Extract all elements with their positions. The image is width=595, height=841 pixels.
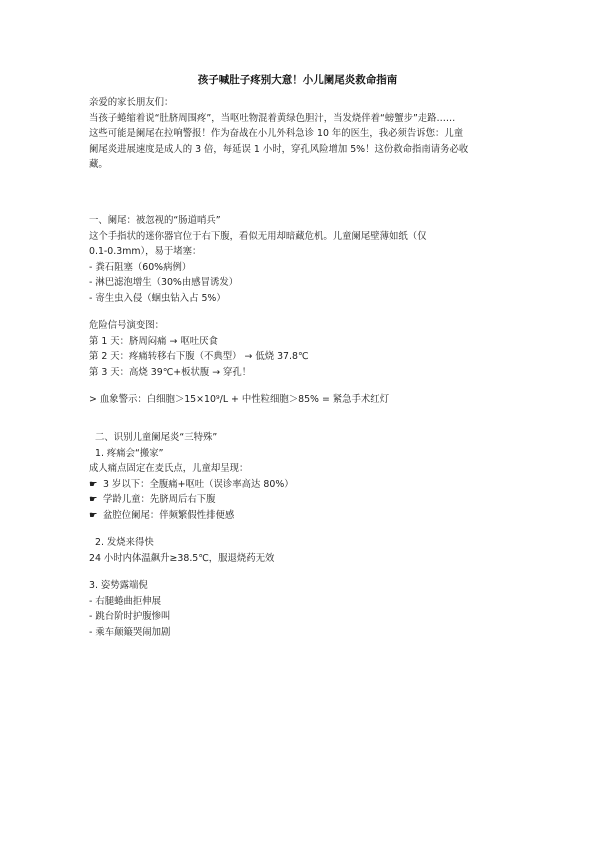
blood-warning: > 血象警示：白细胞＞15×10⁹/L + 中性粒细胞＞85% = 紧急手术红灯 (89, 394, 390, 405)
subsection-desc: 24 小时内体温飙升≥38.5℃，服退烧药无效 (89, 552, 275, 564)
intro-line: 当孩子蜷缩着说“肚脐周围疼”，当呕吐物混着黄绿色胆汁，当发烧伴着“螃蟹步”走路…… (89, 112, 456, 124)
section-heading: 二、识别儿童阑尾炎“三特殊” (95, 432, 218, 443)
stage-item: 第 1 天：脐周闷痛 → 呕吐厌食 (89, 335, 218, 347)
subsection-title: 2. 发烧来得快 (95, 537, 154, 548)
subsection-title: 1. 疼痛会“搬家” (95, 447, 164, 459)
stage-item: 第 3 天：高烧 39℃+板状腹 → 穿孔！ (89, 366, 252, 378)
list-item: - 跳台阶时护腹惨叫 (89, 611, 171, 622)
pointing-hand-icon: ☛ (89, 509, 98, 521)
list-item-text: 盆腔位阑尾：伴频繁假性排便感 (103, 509, 235, 521)
intro-line: 阑尾炎进展速度是成人的 3 倍，每延误 1 小时，穿孔风险增加 5%！这份救命指南请务必收 (89, 143, 469, 155)
section-desc-line: 这个手指状的迷你器官位于右下腹，看似无用却暗藏危机。儿童阑尾壁薄如纸（仅 (89, 230, 427, 242)
list-item (89, 477, 519, 493)
danger-signal-title: 危险信号演变图： (89, 320, 165, 331)
cause-item: - 寄生虫入侵（蛔虫钻入占 5%） (89, 292, 226, 304)
intro-paragraph (89, 95, 519, 173)
section-desc-line: 0.1-0.3mm），易于堵塞： (89, 246, 202, 257)
pointing-hand-icon: ☛ (89, 494, 98, 505)
pointing-hand-icon: ☛ (89, 478, 98, 490)
section-heading: 一、阑尾：被忽视的“肠道哨兵” (89, 215, 221, 226)
list-item-text: 3 岁以下：全腹痛+呕吐（误诊率高达 80%） (103, 478, 294, 490)
section-1 (89, 213, 519, 408)
intro-line: 藏。 (89, 159, 108, 170)
subsection-title: 3. 姿势露端倪 (89, 580, 148, 591)
stage-item: 第 2 天：疼痛转移右下腹（不典型） → 低烧 37.8℃ (89, 351, 309, 362)
greeting: 亲爱的家长朋友们： (89, 97, 174, 108)
list-item: - 乘车颠簸哭闹加剧 (89, 626, 171, 638)
cause-item: - 淋巴滤泡增生（30%由感冒诱发） (89, 277, 239, 288)
document-title: 孩子喊肚子疼别大意！小儿阑尾炎救命指南 (197, 74, 398, 86)
list-item: - 右腿蜷曲拒伸展 (89, 595, 161, 607)
list-item (89, 508, 519, 524)
list-item-text: 学龄儿童：先脐周后右下腹 (103, 494, 216, 505)
subsection-desc: 成人痛点固定在麦氏点，儿童却呈现： (89, 463, 249, 474)
cause-item: - 粪石阻塞（60%病例） (89, 261, 192, 273)
intro-line: 这些可能是阑尾在拉响警报！作为奋战在小儿外科急诊 10 年的医生，我必须告诉您：儿童 (89, 128, 464, 139)
list-item (89, 492, 519, 508)
section-2 (89, 430, 519, 640)
